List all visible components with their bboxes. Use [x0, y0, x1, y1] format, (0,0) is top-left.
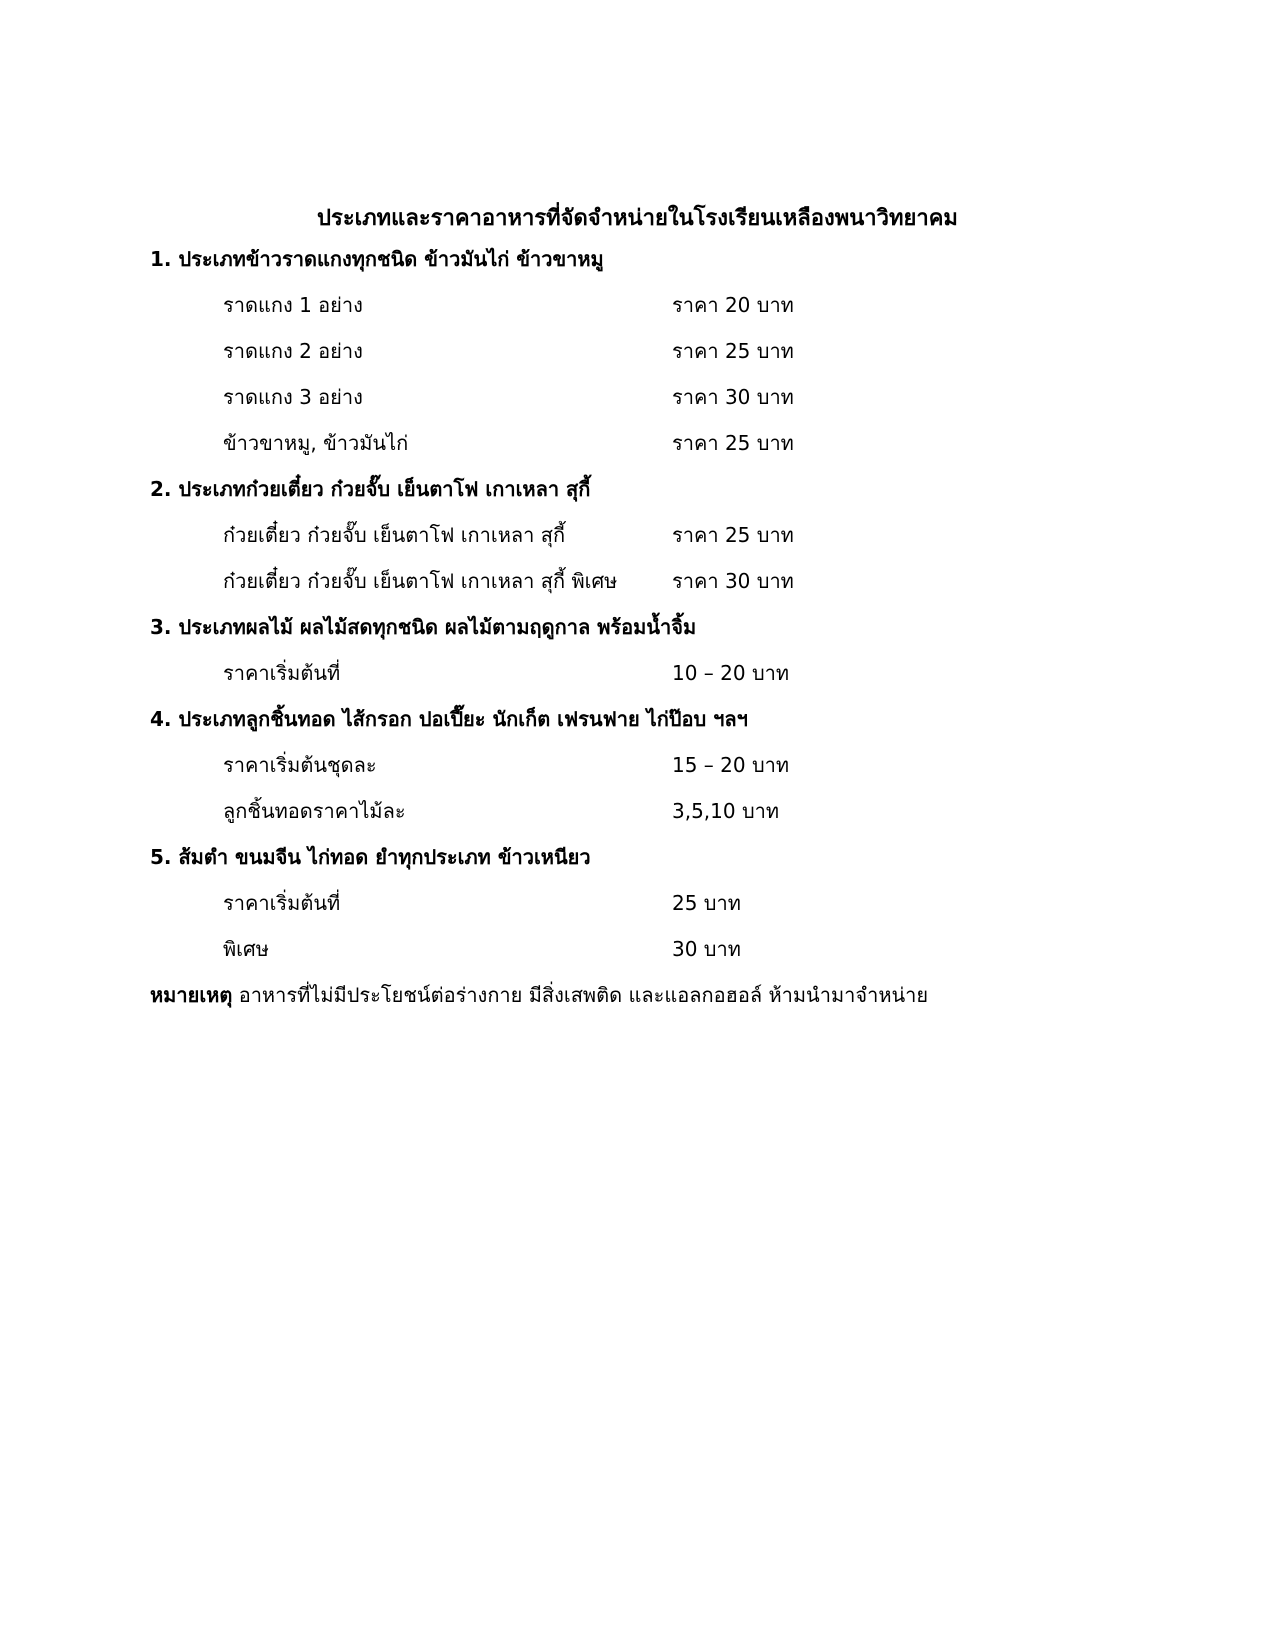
food-item-price: ราคา 25 บาท: [672, 431, 794, 455]
food-item-name: ราคาเริ่มต้นที่: [223, 891, 341, 915]
section-heading: 1. ประเภทข้าวราดแกงทุกชนิด ข้าวมันไก่ ข้าวขาหมู: [150, 247, 604, 271]
food-item-name: พิเศษ: [223, 937, 269, 961]
section-heading: 4. ประเภทลูกชิ้นทอด ไส้กรอก ปอเปี๊ยะ นักเก็ต เฟรนฟาย ไก่ป๊อบ ฯลฯ: [150, 707, 748, 731]
price-row: [0, 426, 1275, 460]
food-item-name: ก๋วยเตี๋ยว ก๋วยจั๊บ เย็นตาโฟ เกาเหลา สุกี้ พิเศษ: [223, 569, 618, 593]
note-text: อาหารที่ไม่มีประโยชน์ต่อร่างกาย มีสิ่งเสพติด และแอลกอฮอล์ ห้ามนำมาจำหน่าย: [238, 983, 929, 1007]
food-item-name: ลูกชิ้นทอดราคาไม้ละ: [223, 799, 406, 823]
food-item-name: ราดแกง 1 อย่าง: [223, 293, 363, 317]
food-item-price: 15 – 20 บาท: [672, 753, 790, 777]
section-heading: 5. ส้มตำ ขนมจีน ไก่ทอด ยำทุกประเภท ข้าวเหนียว: [150, 845, 591, 869]
food-item-price: ราคา 25 บาท: [672, 339, 794, 363]
price-row: [0, 932, 1275, 966]
food-item-name: ข้าวขาหมู, ข้าวมันไก่: [223, 431, 409, 455]
food-item-name: ก๋วยเตี๋ยว ก๋วยจั๊บ เย็นตาโฟ เกาเหลา สุกี้: [223, 523, 566, 547]
price-row: [0, 288, 1275, 322]
food-item-price: 30 บาท: [672, 937, 741, 961]
food-item-price: 25 บาท: [672, 891, 741, 915]
section-heading: 3. ประเภทผลไม้ ผลไม้สดทุกชนิด ผลไม้ตามฤดูกาล พร้อมน้ำจิ้ม: [150, 615, 697, 639]
price-row: [0, 334, 1275, 368]
price-row: [0, 518, 1275, 552]
food-item-price: ราคา 30 บาท: [672, 385, 794, 409]
price-row: [0, 794, 1275, 828]
food-item-name: ราดแกง 3 อย่าง: [223, 385, 363, 409]
food-item-price: ราคา 30 บาท: [672, 569, 794, 593]
food-item-name: ราคาเริ่มต้นชุดละ: [223, 753, 377, 777]
price-row: [0, 748, 1275, 782]
food-item-price: 3,5,10 บาท: [672, 799, 780, 823]
price-row: [0, 886, 1275, 920]
price-row: [0, 564, 1275, 598]
price-row: [0, 656, 1275, 690]
food-item-name: ราดแกง 2 อย่าง: [223, 339, 363, 363]
food-item-price: 10 – 20 บาท: [672, 661, 790, 685]
food-item-name: ราคาเริ่มต้นที่: [223, 661, 341, 685]
food-item-price: ราคา 20 บาท: [672, 293, 794, 317]
document-title: ประเภทและราคาอาหารที่จัดจำหน่ายในโรงเรียนเหลืองพนาวิทยาคม: [317, 206, 958, 231]
note-label: หมายเหตุ: [150, 983, 233, 1007]
section-heading: 2. ประเภทก๋วยเตี๋ยว ก๋วยจั๊บ เย็นตาโฟ เกาเหลา สุกี้: [150, 477, 591, 501]
food-item-price: ราคา 25 บาท: [672, 523, 794, 547]
price-row: [0, 380, 1275, 414]
footnote: [150, 978, 928, 1012]
